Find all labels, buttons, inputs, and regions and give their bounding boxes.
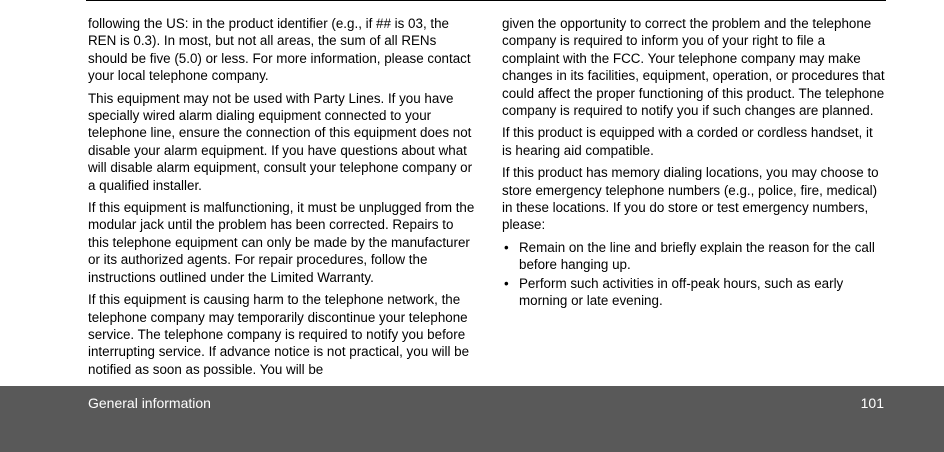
list-item [502,275,886,310]
bullet-icon: • [504,239,509,255]
emergency-bullet-list [502,239,886,310]
bullet-icon: • [504,275,509,291]
paragraph-network-harm: If this equipment is causing harm to the telephone network, the telephone company may temporarily discontinue your telephone service. The telephone company is required to notify you before interrupting service. If advance notice is not practical, you will be notified as soon as possible. You will be [88,292,470,377]
left-column [88,15,476,383]
top-divider [86,0,886,1]
footer-section-title: General information [88,395,211,411]
list-item [502,239,886,274]
page-footer [0,386,944,452]
list-item-text: Perform such activities in off-peak hours, such as early morning or late evening. [519,275,844,309]
list-item-text: Remain on the line and briefly explain the reason for the call before hanging up. [519,239,875,273]
paragraph-malfunction: If this equipment is malfunctioning, it must be unplugged from the modular jack until the problem has been corrected. Repairs to this telephone equipment can only be made by the manufacturer or its authorized agents. For repair procedures, follow the instructions outlined under the Limited Warranty. [88,200,475,285]
paragraph-party-lines: This equipment may not be used with Party Lines. If you have specially wired alarm dialing equipment connected to your telephone line, ensure the connection of this equipment does not disable your alarm equipment. If you have questions about what will disable alarm equipment, consult your telephone company or a qualified installer. [88,90,473,193]
paragraph-emergency-numbers: If this product has memory dialing locations, you may choose to store emergency telephone numbers (e.g., police, fire, medical) in these locations. If you do store or test emergency numbers, please: [502,165,879,233]
right-column [502,15,886,311]
paragraph-fcc-complaint: given the opportunity to correct the problem and the telephone company is required to inform you of your right to file a complaint with the FCC. Your telephone company may make changes in its facilities, equipment, operation, or procedures that could affect the proper functioning of this product. The telephone company is required to notify you if such changes are planned. [502,16,885,119]
paragraph-ren: following the US: in the product identifier (e.g., if ## is 03, the REN is 0.3). In most, but not all areas, the sum of all RENs should be five (5.0) or less. For more information, please contact your local telephone company. [88,16,471,84]
paragraph-hearing-aid: If this product is equipped with a corded or cordless handset, it is hearing aid compatible. [502,125,873,158]
page-number: 101 [860,395,884,411]
